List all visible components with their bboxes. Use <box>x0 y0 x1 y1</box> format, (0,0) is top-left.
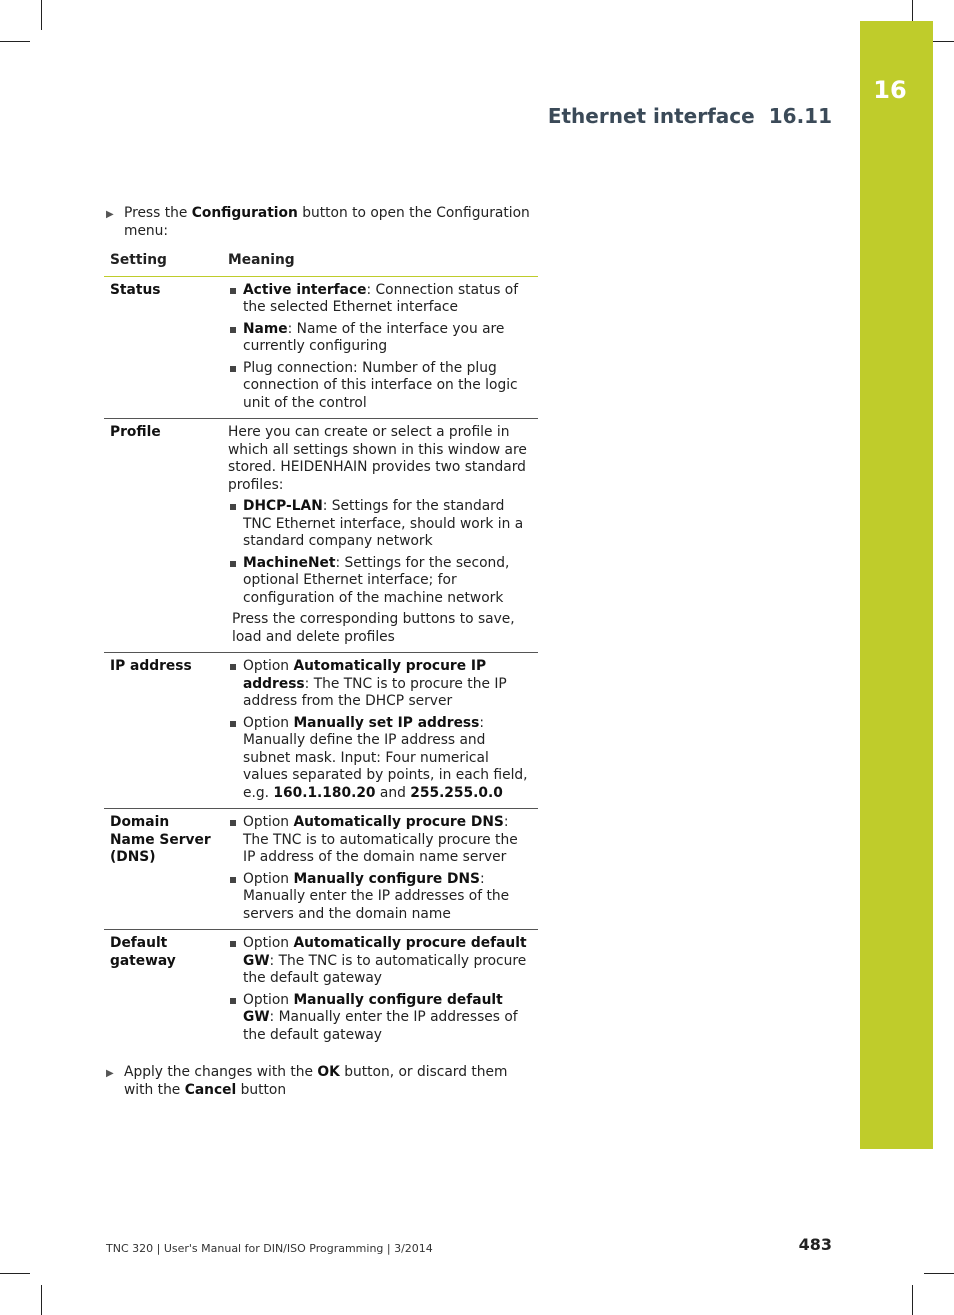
bullet-list <box>228 282 532 413</box>
crop-mark <box>0 1273 30 1274</box>
page-footer: TNC 320 | User's Manual for DIN/ISO Programming | 3/2014 <box>106 1242 433 1255</box>
setting-dns: Domain Name Server (DNS) <box>104 809 222 930</box>
profile-intro: Here you can create or select a profile in which all settings shown in this window are stored. HEIDENHAIN provides two standard profiles: <box>228 424 527 493</box>
list-item: Name: Name of the interface you are currently configuring <box>228 321 532 356</box>
crop-mark <box>41 1285 42 1315</box>
header-section: 16.11 <box>768 104 832 128</box>
list-item: Option Automatically procure default GW: The TNC is to automatically procure the default gateway <box>228 935 532 988</box>
table-row <box>104 276 538 419</box>
chapter-tab <box>860 21 933 1149</box>
list-item: Plug connection: Number of the plug connection of this interface on the logic unit of the control <box>228 360 532 413</box>
crop-mark <box>0 41 30 42</box>
page-header <box>548 104 832 128</box>
list-item: Option Automatically procure DNS: The TNC is to automatically procure the IP address of the domain name server <box>228 814 532 867</box>
ok-keyword: OK <box>317 1064 340 1080</box>
list-item: Active interface: Connection status of the selected Ethernet interface <box>228 282 532 317</box>
bullet-list <box>228 814 532 923</box>
cancel-keyword: Cancel <box>184 1081 237 1098</box>
meaning-cell <box>222 653 538 809</box>
meaning-cell <box>222 930 538 1051</box>
arrow-right-icon: ▶ <box>106 209 114 220</box>
setting-ip-address: IP address <box>104 653 222 809</box>
setting-default-gateway: Default gateway <box>110 935 176 969</box>
settings-table <box>104 248 538 1050</box>
meaning-cell <box>222 809 538 930</box>
bullet-list <box>228 658 532 802</box>
list-item: DHCP-LAN: Settings for the standard TNC Ethernet interface, should work in a standard company network <box>228 498 532 551</box>
outro-step: ▶ Apply the changes with the OK button, or discard them with the Cancel button <box>106 1064 508 1098</box>
header-meaning: Meaning <box>222 248 538 276</box>
bullet-list <box>228 935 532 1044</box>
table-row <box>104 653 538 809</box>
meaning-cell <box>222 276 538 419</box>
meaning-cell <box>222 419 538 653</box>
setting-profile: Profile <box>104 419 222 653</box>
table-row <box>104 419 538 653</box>
intro-step: ▶ Press the Configuration button to open the Configuration menu: <box>106 205 530 239</box>
list-item: MachineNet: Settings for the second, optional Ethernet interface; for configuration of the machine network <box>228 555 532 608</box>
table-row <box>104 809 538 930</box>
header-title: Ethernet interface <box>547 104 755 128</box>
table-row <box>104 930 538 1051</box>
main-content <box>104 205 538 1099</box>
bullet-list <box>228 498 532 607</box>
list-item: Option Manually configure default GW: Manually enter the IP addresses of the default gateway <box>228 992 532 1045</box>
header-setting: Setting <box>104 248 222 276</box>
list-item: Option Automatically procure IP address: The TNC is to procure the IP address from the DHCP server <box>228 658 532 711</box>
crop-mark <box>924 1273 954 1274</box>
table-header-row <box>104 248 538 276</box>
setting-status: Status <box>104 276 222 419</box>
configuration-keyword: Configuration <box>191 205 298 221</box>
list-item: Option Manually configure DNS: Manually enter the IP addresses of the servers and the domain name <box>228 871 532 924</box>
crop-mark <box>912 1285 913 1315</box>
profile-outro: Press the corresponding buttons to save, load and delete profiles <box>232 611 515 645</box>
list-item: Option Manually set IP address: Manually define the IP address and subnet mask. Input: Four numerical values separated by points, in each field, e.g. 160.1.180.20 and 255.255.0.0 <box>228 715 532 803</box>
crop-mark <box>41 0 42 30</box>
arrow-right-icon: ▶ <box>106 1068 114 1079</box>
page-number: 483 <box>798 1235 832 1254</box>
chapter-number: 16 <box>873 76 907 104</box>
